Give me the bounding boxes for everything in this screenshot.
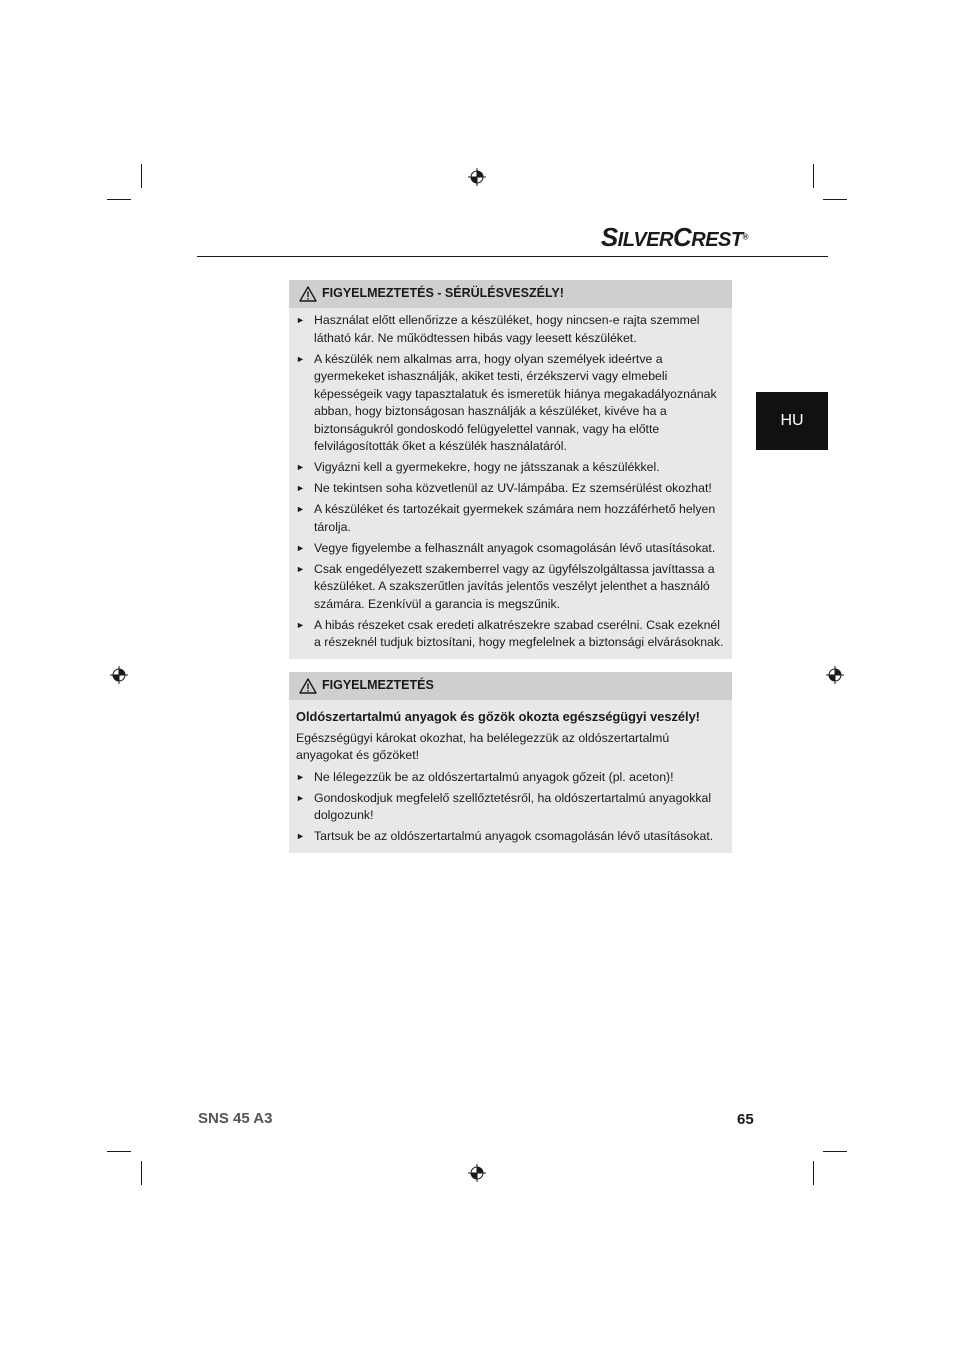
registration-mark-icon (468, 168, 486, 186)
list-item-text: Vegye figyelembe a felhasznált anyagok csomagolásán lévő utasításokat. (314, 540, 716, 555)
list-item-text: Használat előtt ellenőrizze a készüléket, hogy nincsen-e rajta szemmel látható kár. Ne működtessen hibás vagy leesett készüléket. (314, 313, 700, 345)
language-tab: HU (756, 392, 828, 450)
list-item-text: A készüléket és tartozékait gyermekek számára nem hozzáférhető helyen tárolja. (314, 502, 716, 534)
list-item-text: A hibás részeket csak eredeti alkatrészekre szabad cserélni. Csak ezeknél a részeknél tudjuk biztosítani, hogy megfelelnek a biztonsági elvárásoknak. (314, 617, 724, 649)
registered-mark: ® (742, 232, 748, 242)
bullet-arrow-icon: ► (296, 504, 305, 514)
warning-paragraph: Egészségügyi károkat okozhat, ha belélegezzük az oldószertartalmú anyagokat és gőzöket! (296, 730, 670, 762)
warning-subtitle: Oldószertartalmú anyagok és gőzök okozta egészségügyi veszély! (296, 709, 700, 724)
warning-box-injury (289, 280, 732, 659)
bullet-arrow-icon: ► (296, 831, 305, 841)
logo-letters: REST (691, 229, 743, 251)
warning-list (296, 769, 726, 846)
bullet-arrow-icon: ► (296, 563, 305, 574)
registration-mark-icon (110, 666, 128, 684)
crop-mark (141, 164, 142, 188)
crop-mark (107, 1151, 131, 1152)
bullet-arrow-icon: ► (296, 619, 305, 630)
logo-letter: S (600, 222, 618, 252)
bullet-arrow-icon: ► (296, 542, 305, 553)
bullet-arrow-icon: ► (296, 792, 305, 803)
list-item-text: Csak engedélyezett szakemberrel vagy az ügyfélszolgáltassa javíttassa a készüléket. A szakszerűtlen javítás jelentős veszélyt jelenthet a használó számára. Ezenkívül a garancia is megszűnik. (314, 561, 715, 611)
list-item (296, 312, 726, 347)
list-item (296, 351, 726, 456)
warning-box-header (289, 280, 732, 308)
list-item (296, 480, 726, 498)
warning-box-header (289, 672, 732, 700)
warning-box-title: FIGYELMEZTETÉS - SÉRÜLÉSVESZÉLY! (322, 286, 564, 301)
registration-mark-icon (826, 666, 844, 684)
list-item (296, 459, 726, 477)
model-number: SNS 45 A3 (198, 1110, 273, 1127)
list-item (296, 790, 726, 825)
crop-mark (813, 164, 814, 188)
list-item (296, 769, 726, 787)
bullet-arrow-icon: ► (296, 771, 305, 782)
registration-mark-icon (468, 1164, 486, 1182)
warning-triangle-icon (299, 286, 317, 302)
list-item (296, 540, 726, 558)
list-item-text: Tartsuk be az oldószertartalmú anyagok csomagolásán lévő utasításokat. (314, 829, 714, 843)
warning-triangle-icon (299, 678, 317, 694)
bullet-arrow-icon: ► (296, 483, 305, 493)
page-number: 65 (737, 1111, 754, 1128)
warning-content (289, 700, 732, 853)
bullet-arrow-icon: ► (296, 462, 305, 472)
list-item-text: Gondoskodjuk megfelelő szellőztetésről, ha oldószertartalmú anyagokkal dolgozunk! (314, 790, 712, 822)
warning-box-title: FIGYELMEZTETÉS (322, 678, 434, 693)
crop-mark (823, 1151, 847, 1152)
list-item (296, 561, 726, 614)
list-item-text: Ne tekintsen soha közvetlenül az UV-lámpába. Ez szemsérülést okozhat! (314, 481, 712, 495)
list-item-text: Ne lélegezzük be az oldószertartalmú anyagok gőzeit (pl. aceton)! (314, 769, 674, 784)
warning-list (289, 308, 732, 659)
crop-mark (813, 1161, 814, 1185)
list-item (296, 617, 726, 652)
list-item-text: Vigyázni kell a gyermekekre, hogy ne játsszanak a készülékkel. (314, 460, 660, 474)
crop-mark (107, 199, 131, 200)
crop-mark (823, 199, 847, 200)
header-divider (197, 256, 828, 257)
crop-mark (141, 1161, 142, 1185)
list-item-text: A készülék nem alkalmas arra, hogy olyan személyek ideértve a gyermekeket ishasználják, akiket testi, érzékszervi vagy elmebeli képességeik vagy tapasztalatuk és ismeretük hiánya megakadályoznának abban, hogy biztonságosan használják a készüléket, kivéve ha a biztonságukról gondoskodó felügyelettel vannak, vagy ha előtte felvilágosították őket a készülék használatáról. (314, 351, 717, 453)
bullet-arrow-icon: ► (296, 315, 305, 325)
list-item (296, 828, 726, 846)
warning-box-solvent (289, 672, 732, 853)
bullet-arrow-icon: ► (296, 353, 305, 364)
list-item (296, 501, 726, 536)
logo-letters: ILVER (617, 229, 673, 251)
logo-letter: C (672, 222, 692, 252)
brand-logo (601, 222, 748, 253)
